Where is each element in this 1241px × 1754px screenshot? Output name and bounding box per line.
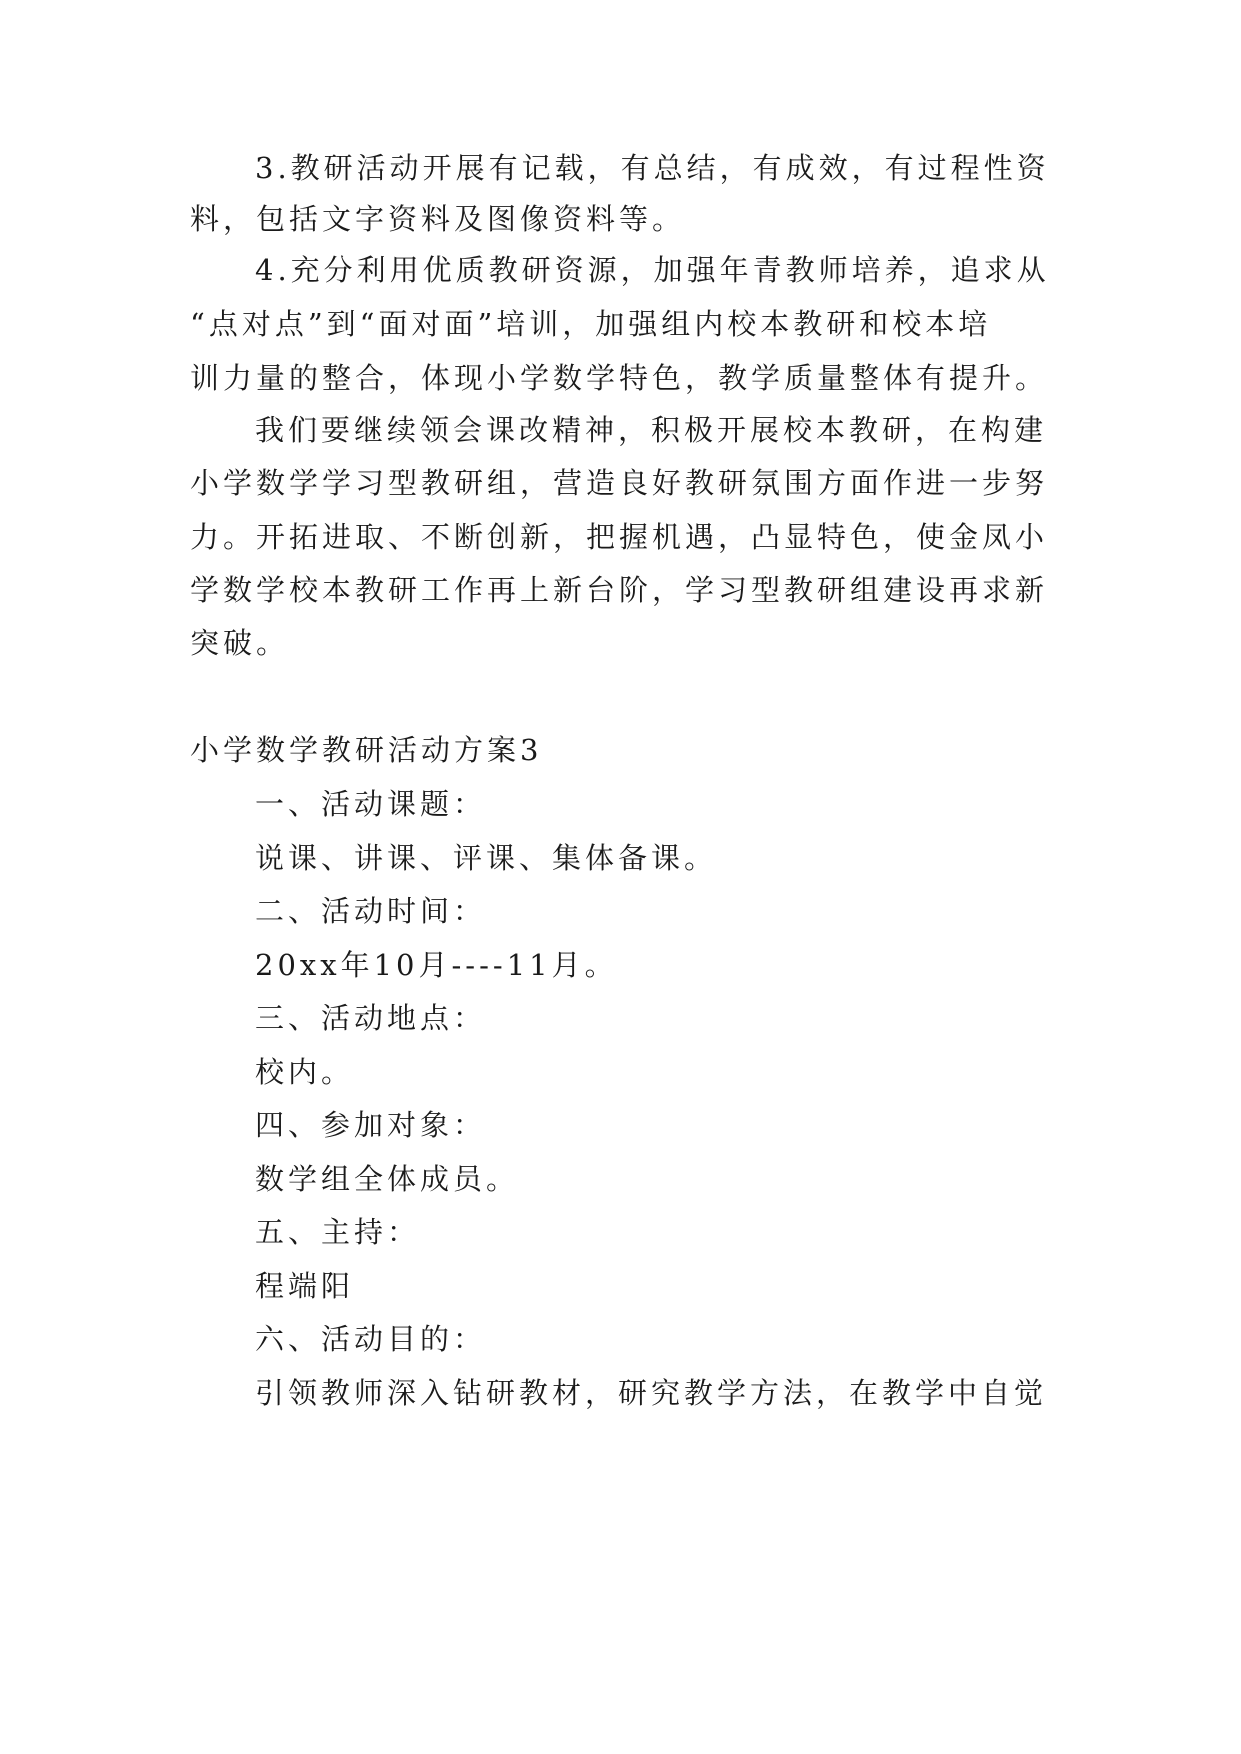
item-label: 二、活动时间：	[255, 894, 487, 928]
item-value: 引领教师深入钻研教材，研究教学方法，在教学中自觉	[255, 1376, 1048, 1410]
paragraph-line: 学数学校本教研工作再上新台阶，学习型教研组建设再求新	[190, 573, 1049, 607]
item-value: 数学组全体成员。	[255, 1162, 520, 1196]
item-label: 一、活动课题：	[255, 787, 487, 821]
paragraph-line: 小学数学学习型教研组，营造良好教研氛围方面作进一步努	[190, 466, 1049, 500]
item-value: 说课、讲课、评课、集体备课。	[255, 841, 718, 875]
item-label: 三、活动地点：	[255, 1001, 487, 1035]
item-label: 五、主持：	[255, 1215, 421, 1249]
item-value: 校内。	[255, 1055, 355, 1089]
paragraph-line: 突破。	[190, 626, 290, 660]
item-label: 六、活动目的：	[255, 1322, 487, 1356]
paragraph-line: 料，包括文字资料及图像资料等。	[190, 202, 686, 236]
paragraph-line: 3.教研活动开展有记载，有总结，有成效，有过程性资	[255, 151, 1050, 185]
item-value: 20xx年10月----11月。	[255, 948, 618, 982]
paragraph-line: 力。开拓进取、不断创新，把握机遇，凸显特色，使金凤小	[190, 520, 1049, 554]
paragraph-line: 我们要继续领会课改精神，积极开展校本教研，在构建	[255, 413, 1048, 447]
item-label: 四、参加对象：	[255, 1108, 487, 1142]
item-value: 程端阳	[255, 1269, 355, 1303]
paragraph-line: 4.充分利用优质教研资源，加强年青教师培养，追求从	[255, 253, 1050, 287]
paragraph-line: 训力量的整合，体现小学数学特色，教学质量整体有提升。	[190, 361, 1049, 395]
section-title: 小学数学教研活动方案3	[190, 733, 543, 767]
paragraph-line: “点对点”到“面对面”培训，加强组内校本教研和校本培	[190, 307, 992, 341]
